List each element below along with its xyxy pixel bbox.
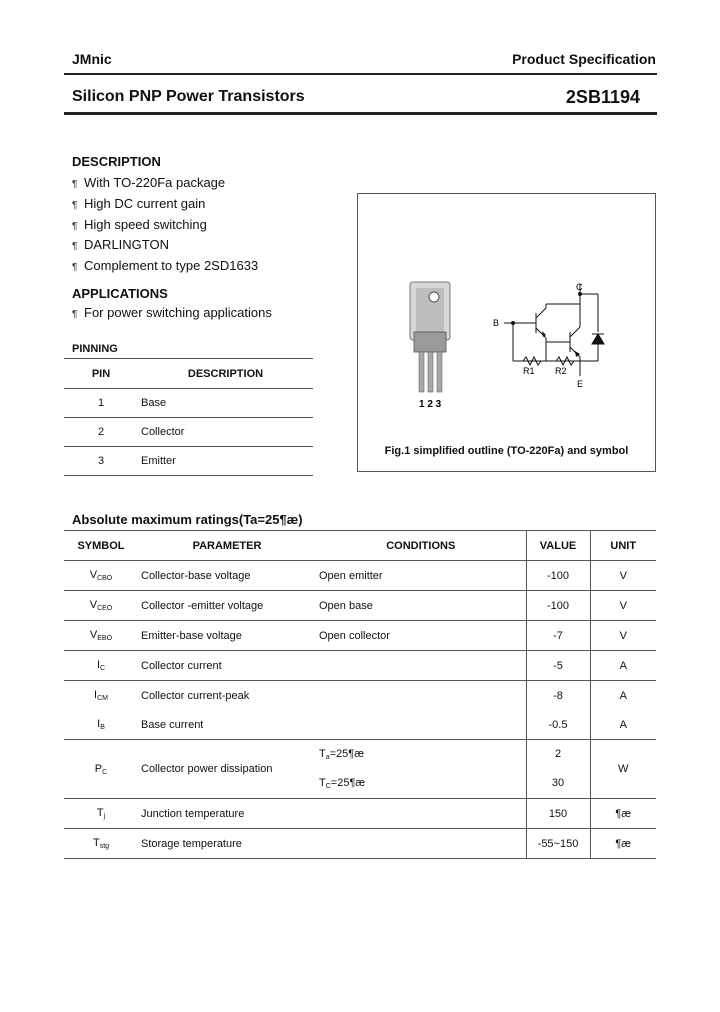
table-row — [64, 389, 313, 418]
parameter-cell: Collector power dissipation — [138, 740, 316, 799]
conditions-cell — [316, 740, 526, 799]
bullet-icon: ¶ — [72, 220, 78, 232]
pin-number: 3 — [64, 447, 138, 476]
emitter-arrow-icon — [542, 331, 546, 337]
bullet-icon: ¶ — [72, 262, 78, 274]
description-heading: DESCRIPTION — [72, 154, 161, 169]
darlington-symbol-icon — [504, 284, 604, 376]
table-row — [64, 591, 656, 621]
symbol-cell: $T_j$ — [64, 799, 138, 829]
bullet-icon: ¶ — [72, 309, 78, 320]
bullet-icon: ¶ — [72, 199, 78, 211]
unit-cell: A — [590, 681, 656, 711]
conditions-cell — [316, 799, 526, 829]
figure-box — [357, 193, 656, 472]
parameter-cell: Collector current — [138, 651, 316, 681]
parameter-cell: Base current — [138, 710, 316, 740]
unit-cell: V — [590, 561, 656, 591]
table-row — [64, 561, 656, 591]
pin-description: Base — [138, 389, 313, 418]
package-and-symbol-drawing — [358, 194, 655, 471]
value-cell: -55~150 — [526, 829, 590, 859]
column-header: VALUE — [526, 531, 590, 561]
value-cell: -8 — [526, 681, 590, 711]
parameter-cell: Collector current-peak — [141, 689, 250, 702]
header-rule — [64, 73, 657, 75]
unit-cell: V — [590, 591, 656, 621]
symbol-cell: $T_{stg}$ — [64, 829, 138, 859]
ratings-title: Absolute maximum ratings(Ta=25¶æ) — [72, 512, 303, 527]
symbol-cell: $I_B$ — [64, 710, 138, 740]
figure-caption: Fig.1 simplified outline (TO-220Fa) and symbol — [384, 445, 629, 457]
symbol-cell: $V_{EBO}$ — [64, 621, 138, 651]
unit-cell: V — [590, 621, 656, 651]
symbol-cell: $V_{CEO}$ — [64, 591, 138, 621]
value-cell: -5 — [526, 651, 590, 681]
parameter-cell: Emitter-base voltage — [138, 621, 316, 651]
bullet-icon: ¶ — [72, 241, 78, 253]
column-header: PIN — [64, 360, 138, 389]
product-name: Silicon PNP Power Transistors — [72, 88, 305, 105]
applications-heading: APPLICATIONS — [72, 286, 168, 301]
parameter-cell: Collector-base voltage — [138, 561, 316, 591]
list-item: ¶ DARLINGTON — [72, 236, 258, 257]
symbol-cell: $P_C$ — [64, 740, 138, 799]
symbol-cell: $I_{CM}$ — [94, 689, 108, 702]
parameter-cell: Storage temperature — [138, 829, 316, 859]
conditions-cell — [316, 681, 526, 711]
conditions-cell: Open collector — [316, 621, 526, 651]
column-header: UNIT — [590, 531, 656, 561]
condition-line: $T_C=25\P æ$ — [319, 777, 366, 790]
conditions-cell — [316, 710, 526, 740]
pin-description: Collector — [138, 418, 313, 447]
value-cell: -100 — [526, 561, 590, 591]
column-header: PARAMETER — [138, 531, 316, 561]
title-rule — [64, 112, 657, 115]
value-cell: -100 — [526, 591, 590, 621]
symbol-cell: $I_C$ — [64, 651, 138, 681]
list-item: ¶ For power switching applications — [72, 305, 272, 320]
pinning-heading: PINNING — [72, 343, 118, 355]
table-row — [64, 799, 656, 829]
column-header: CONDITIONS — [316, 531, 526, 561]
label-b: B — [493, 318, 500, 328]
conditions-cell — [316, 829, 526, 859]
parameter-cell: Junction temperature — [138, 799, 316, 829]
value-cell: 150 — [526, 799, 590, 829]
brand-name: JMnic — [72, 51, 112, 67]
column-header: SYMBOL — [64, 531, 138, 561]
table-row — [64, 681, 656, 711]
conditions-cell: Open base — [316, 591, 526, 621]
list-item: ¶ High DC current gain — [72, 195, 258, 216]
label-e: E — [577, 379, 584, 389]
list-item: ¶ High speed switching — [72, 216, 258, 237]
table-row — [64, 829, 656, 859]
pinning-rule — [64, 358, 313, 359]
label-c: C — [576, 282, 583, 292]
parameter-cell: Collector -emitter voltage — [138, 591, 316, 621]
list-item: ¶ With TO-220Fa package — [72, 174, 258, 195]
unit-cell: W — [590, 740, 656, 799]
symbol-cell: $V_{CBO}$ — [64, 561, 138, 591]
pin-description: Emitter — [138, 447, 313, 476]
table-row — [64, 740, 656, 799]
pin-number: 2 — [64, 418, 138, 447]
table-row — [64, 418, 313, 447]
unit-cell: A — [590, 710, 656, 740]
unit-cell: ¶æ — [590, 829, 656, 859]
unit-cell: ¶æ — [590, 799, 656, 829]
table-row — [64, 710, 656, 740]
unit-cell: A — [590, 651, 656, 681]
pin-number-labels: 1 2 3 — [419, 399, 442, 410]
value-cell: 2 30 — [526, 740, 590, 799]
value-cell: -7 — [526, 621, 590, 651]
applications-list — [72, 305, 272, 320]
pin-number: 1 — [64, 389, 138, 418]
table-row — [64, 651, 656, 681]
description-list — [72, 174, 258, 278]
ratings-table — [64, 530, 656, 859]
part-number: 2SB1194 — [565, 87, 640, 107]
pinning-table — [64, 360, 313, 476]
table-row — [64, 447, 313, 476]
conditions-cell — [316, 651, 526, 681]
bullet-icon: ¶ — [72, 179, 78, 190]
to220fa-package-icon — [410, 282, 450, 392]
label-r2: R2 — [555, 366, 567, 376]
list-item: ¶ Complement to type 2SD1633 — [72, 257, 258, 278]
conditions-cell: Open emitter — [316, 561, 526, 591]
label-r1: R1 — [523, 366, 535, 376]
table-row — [64, 621, 656, 651]
condition-line: $T_a=25\P æ$ — [319, 748, 364, 761]
value-cell: -0.5 — [526, 710, 590, 740]
column-header: DESCRIPTION — [138, 360, 313, 389]
document-type: Product Specification — [512, 51, 656, 67]
